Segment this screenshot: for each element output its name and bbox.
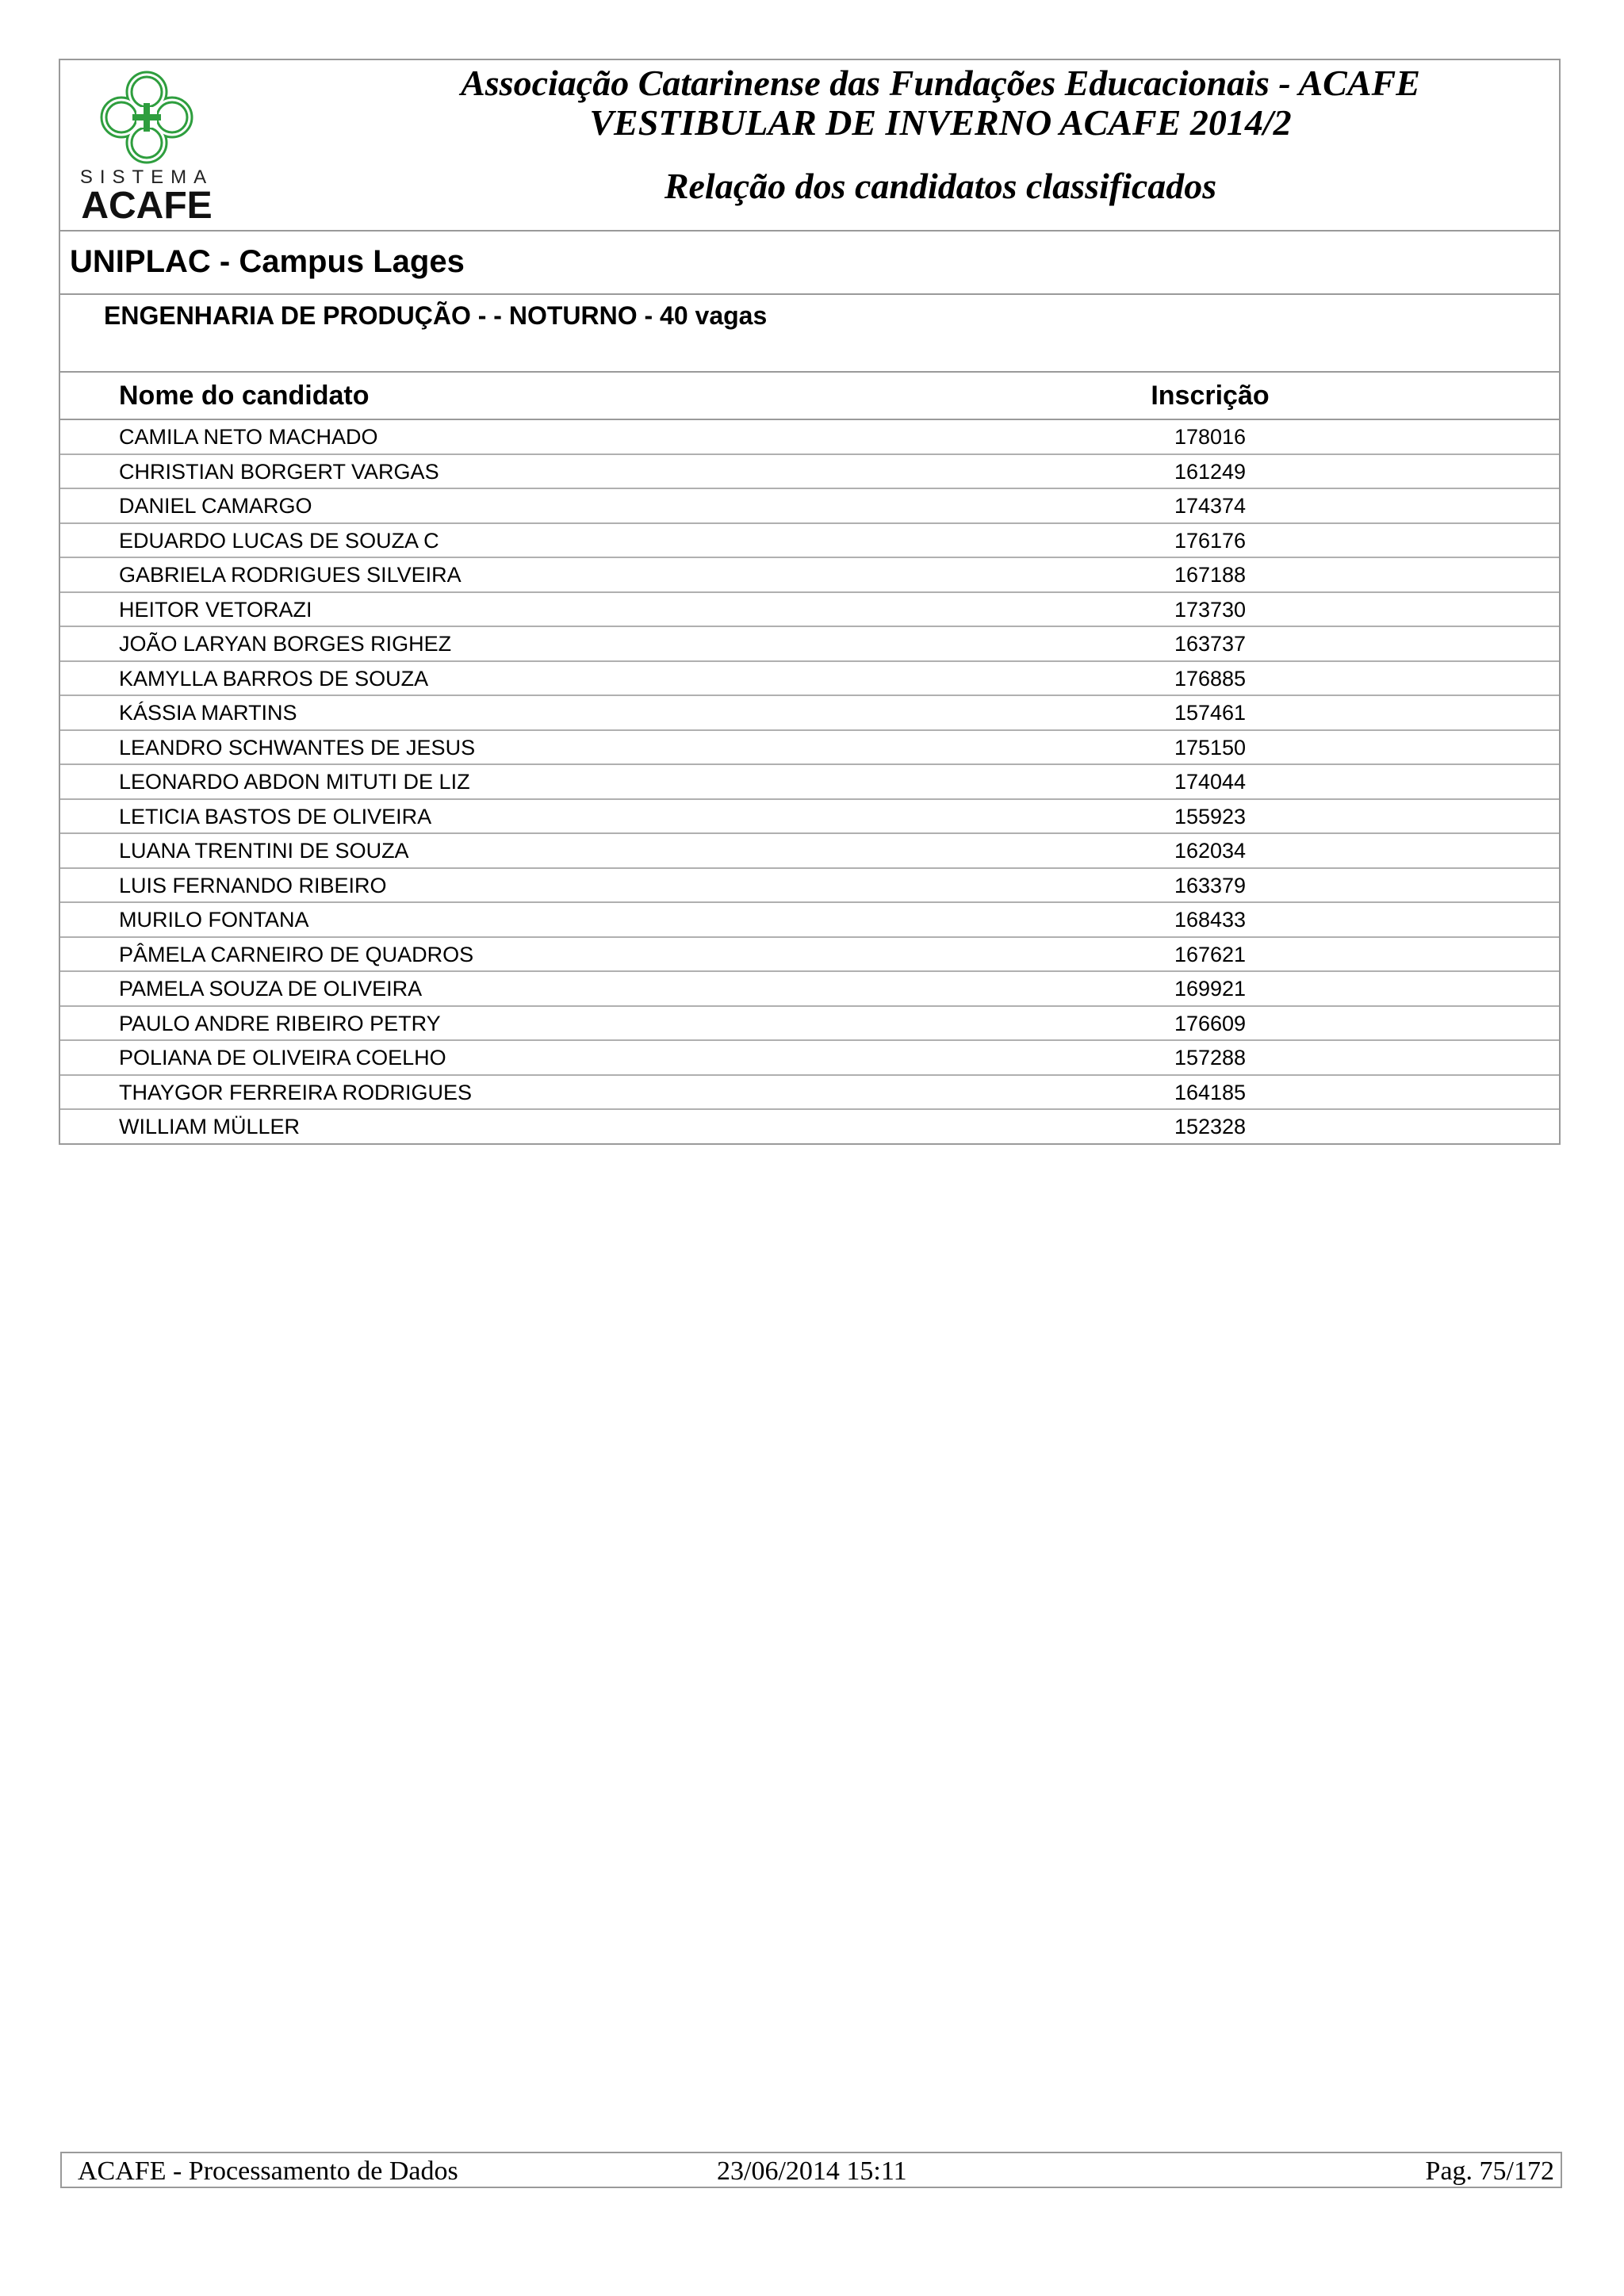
- candidate-inscricao: 169921: [1174, 977, 1247, 1001]
- course-name: ENGENHARIA DE PRODUÇÃO - - NOTURNO - 40 vagas: [104, 301, 768, 330]
- candidate-inscricao: 167188: [1174, 563, 1247, 587]
- candidate-name: WILLIAM MÜLLER: [119, 1115, 301, 1138]
- logo-acafe-text: ACAFE: [81, 185, 213, 227]
- table-row: [60, 1076, 1559, 1111]
- logo-sistema-text: SISTEMA: [79, 166, 214, 188]
- candidate-name: LUIS FERNANDO RIBEIRO: [119, 873, 387, 897]
- table-row: [60, 1041, 1559, 1076]
- candidate-name: KÁSSIA MARTINS: [119, 701, 297, 725]
- acafe-logo-icon: [73, 68, 220, 227]
- table-row: [60, 524, 1559, 559]
- footer-timestamp: 23/06/2014 15:11: [717, 2156, 907, 2186]
- table-row: [60, 420, 1559, 455]
- table-row: [60, 903, 1559, 938]
- campus-heading: [60, 232, 1559, 295]
- candidate-inscricao: 157288: [1174, 1046, 1247, 1070]
- document-header: [60, 60, 1559, 232]
- table-row: [60, 1110, 1559, 1143]
- candidate-name: JOÃO LARYAN BORGES RIGHEZ: [119, 632, 452, 656]
- candidate-inscricao: 173730: [1174, 597, 1247, 622]
- candidate-inscricao: 155923: [1174, 804, 1247, 828]
- candidate-name: CAMILA NETO MACHADO: [119, 425, 378, 449]
- candidate-inscricao: 164185: [1174, 1080, 1247, 1104]
- candidate-name: KAMYLLA BARROS DE SOUZA: [119, 666, 429, 691]
- organization-title: Associação Catarinense das Fundações Educacionais - ACAFE: [461, 63, 1420, 103]
- candidate-inscricao: 163379: [1174, 873, 1247, 897]
- candidate-inscricao: 174374: [1174, 494, 1247, 518]
- candidate-inscricao: 168433: [1174, 908, 1247, 932]
- candidate-name: LEANDRO SCHWANTES DE JESUS: [119, 735, 476, 760]
- candidate-inscricao: 176176: [1174, 528, 1247, 553]
- column-header-name: Nome do candidato: [119, 381, 370, 411]
- table-row: [60, 765, 1559, 800]
- column-header-inscricao: Inscrição: [1151, 381, 1270, 411]
- table-row: [60, 800, 1559, 835]
- candidate-name: PÂMELA CARNEIRO DE QUADROS: [119, 942, 474, 966]
- candidate-inscricao: 175150: [1174, 735, 1247, 760]
- candidate-inscricao: 157461: [1174, 701, 1247, 725]
- candidate-name: MURILO FONTANA: [119, 908, 309, 932]
- candidate-name: LETICIA BASTOS DE OLIVEIRA: [119, 804, 432, 828]
- candidate-name: POLIANA DE OLIVEIRA COELHO: [119, 1046, 446, 1070]
- candidate-inscricao: 174044: [1174, 770, 1247, 794]
- candidate-inscricao: 163737: [1174, 632, 1247, 656]
- candidate-inscricao: 162034: [1174, 839, 1247, 863]
- candidate-inscricao: 176609: [1174, 1011, 1247, 1035]
- candidate-inscricao: 161249: [1174, 459, 1247, 484]
- candidate-inscricao: 176885: [1174, 666, 1247, 691]
- footer-page-number: Pag. 75/172: [1425, 2156, 1554, 2186]
- table-row: [60, 593, 1559, 628]
- logo-knot-icon: [97, 68, 197, 166]
- table-row: [60, 938, 1559, 973]
- results-sheet: [59, 59, 1561, 1145]
- candidate-name: PAMELA SOUZA DE OLIVEIRA: [119, 977, 423, 1001]
- candidate-table-body: [60, 420, 1559, 1143]
- candidate-name: LUANA TRENTINI DE SOUZA: [119, 839, 409, 863]
- table-row: [60, 662, 1559, 697]
- page-footer: [60, 2152, 1562, 2188]
- candidate-name: EDUARDO LUCAS DE SOUZA C: [119, 528, 439, 553]
- list-title: Relação dos candidatos classificados: [664, 166, 1217, 206]
- footer-source: ACAFE - Processamento de Dados: [78, 2156, 458, 2186]
- table-row: [60, 834, 1559, 869]
- table-row: [60, 869, 1559, 904]
- table-row: [60, 1007, 1559, 1042]
- candidate-inscricao: 178016: [1174, 425, 1247, 449]
- candidate-name: THAYGOR FERREIRA RODRIGUES: [119, 1080, 473, 1104]
- candidate-name: LEONARDO ABDON MITUTI DE LIZ: [119, 770, 470, 794]
- campus-name: UNIPLAC - Campus Lages: [70, 244, 465, 279]
- table-row: [60, 558, 1559, 593]
- table-row: [60, 696, 1559, 731]
- table-row: [60, 627, 1559, 662]
- exam-title: VESTIBULAR DE INVERNO ACAFE 2014/2: [589, 102, 1292, 143]
- table-row: [60, 731, 1559, 766]
- candidate-inscricao: 152328: [1174, 1115, 1247, 1138]
- candidate-inscricao: 167621: [1174, 942, 1247, 966]
- candidate-name: CHRISTIAN BORGERT VARGAS: [119, 459, 439, 484]
- candidate-name: GABRIELA RODRIGUES SILVEIRA: [119, 563, 462, 587]
- table-row: [60, 972, 1559, 1007]
- table-row: [60, 489, 1559, 524]
- candidate-name: DANIEL CAMARGO: [119, 494, 312, 518]
- table-row: [60, 455, 1559, 490]
- table-header: [60, 373, 1559, 420]
- candidate-name: HEITOR VETORAZI: [119, 597, 312, 622]
- course-heading: [60, 295, 1559, 373]
- candidate-name: PAULO ANDRE RIBEIRO PETRY: [119, 1011, 441, 1035]
